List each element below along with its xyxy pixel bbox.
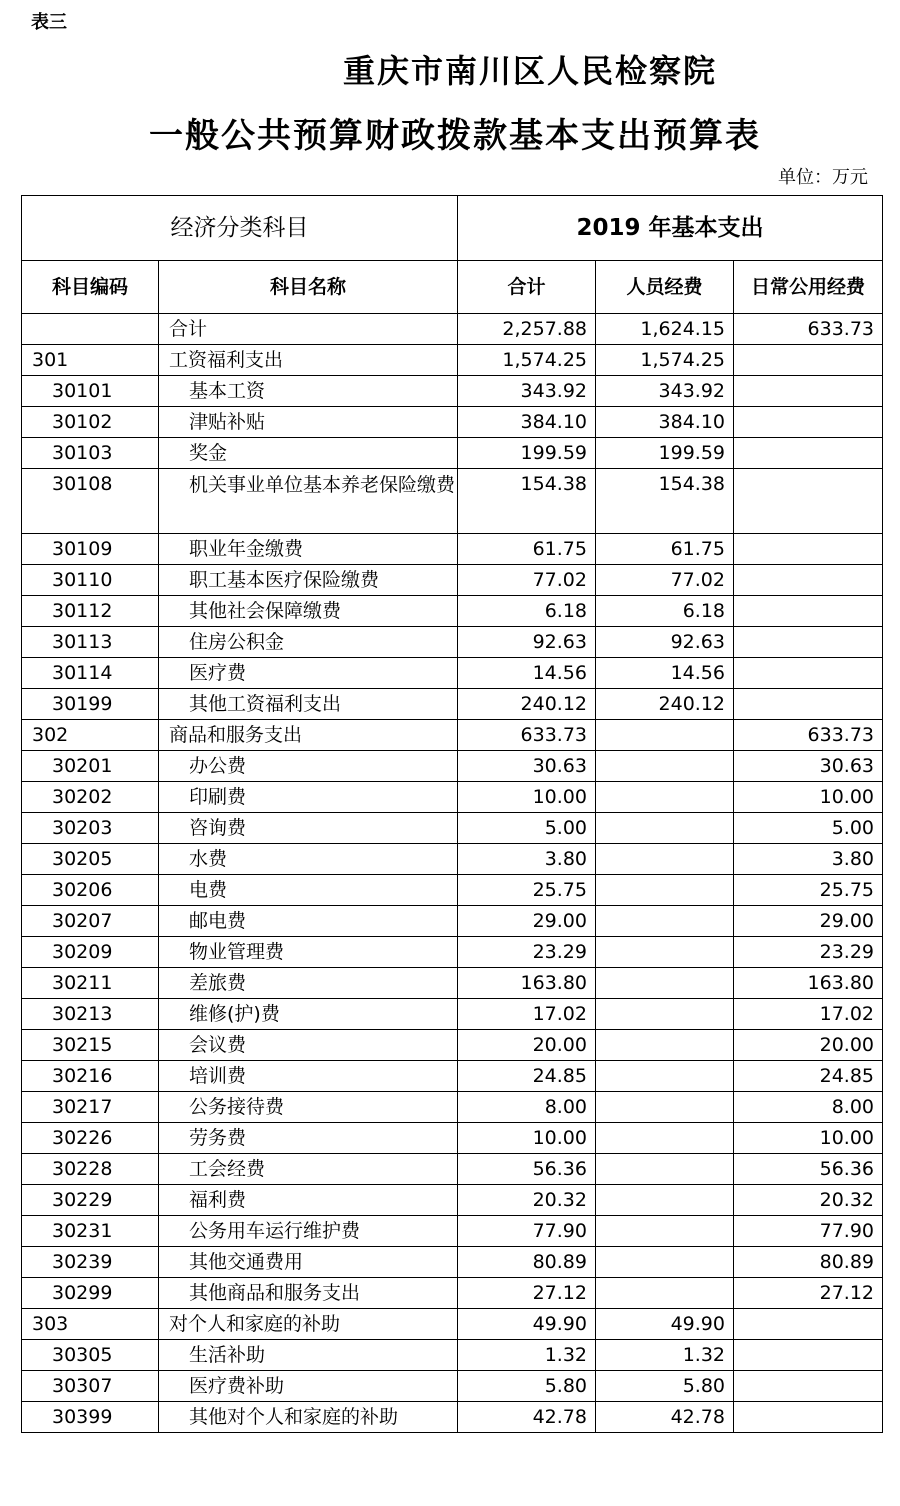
table-row [22,1154,883,1185]
row-name: 职业年金缴费 [159,534,458,565]
table-row [22,937,883,968]
row-public: 25.75 [734,875,883,906]
row-personnel: 343.92 [596,376,734,407]
row-total: 6.18 [458,596,596,627]
header-row-group [22,196,883,261]
row-code: 303 [22,1309,159,1340]
row-name: 合计 [159,314,458,345]
page-title: 重庆市南川区人民检察院 [342,52,717,90]
row-public [734,689,883,720]
row-name: 公务接待费 [159,1092,458,1123]
row-public [734,658,883,689]
row-code: 30217 [22,1092,159,1123]
row-name: 其他对个人和家庭的补助 [159,1402,458,1433]
row-code: 30199 [22,689,159,720]
row-code: 30202 [22,782,159,813]
row-public: 17.02 [734,999,883,1030]
row-personnel [596,1278,734,1309]
row-public: 30.63 [734,751,883,782]
table-row [22,1278,883,1309]
row-code: 30399 [22,1402,159,1433]
row-total: 77.02 [458,565,596,596]
row-public: 163.80 [734,968,883,999]
row-total: 30.63 [458,751,596,782]
row-name: 机关事业单位基本养老保险缴费 [159,469,458,534]
row-personnel: 77.02 [596,565,734,596]
row-personnel [596,1216,734,1247]
row-personnel: 1,624.15 [596,314,734,345]
row-total: 61.75 [458,534,596,565]
row-total: 49.90 [458,1309,596,1340]
table-row [22,720,883,751]
row-personnel: 1,574.25 [596,345,734,376]
row-personnel [596,1247,734,1278]
row-total: 1.32 [458,1340,596,1371]
budget-table [21,195,883,1433]
row-name: 咨询费 [159,813,458,844]
row-public: 29.00 [734,906,883,937]
row-name: 维修(护)费 [159,999,458,1030]
row-total: 384.10 [458,407,596,438]
row-total: 1,574.25 [458,345,596,376]
row-public: 10.00 [734,782,883,813]
row-personnel [596,720,734,751]
row-code: 30226 [22,1123,159,1154]
row-public [734,469,883,534]
row-personnel [596,999,734,1030]
row-name: 水费 [159,844,458,875]
row-total: 24.85 [458,1061,596,1092]
row-code: 30207 [22,906,159,937]
header-total: 合计 [458,261,596,314]
row-code: 30239 [22,1247,159,1278]
row-public: 80.89 [734,1247,883,1278]
row-code: 30110 [22,565,159,596]
row-personnel: 199.59 [596,438,734,469]
row-total: 92.63 [458,627,596,658]
row-code: 30109 [22,534,159,565]
row-name: 印刷费 [159,782,458,813]
row-personnel [596,751,734,782]
row-code: 30216 [22,1061,159,1092]
row-total: 20.00 [458,1030,596,1061]
table-row [22,534,883,565]
row-personnel: 240.12 [596,689,734,720]
row-personnel [596,782,734,813]
row-total: 3.80 [458,844,596,875]
row-public [734,1340,883,1371]
row-personnel: 6.18 [596,596,734,627]
row-total: 5.00 [458,813,596,844]
row-total: 5.80 [458,1371,596,1402]
row-public: 27.12 [734,1278,883,1309]
table-row [22,999,883,1030]
row-total: 77.90 [458,1216,596,1247]
row-personnel [596,906,734,937]
row-name: 其他工资福利支出 [159,689,458,720]
row-name: 培训费 [159,1061,458,1092]
row-name: 津贴补贴 [159,407,458,438]
table-row [22,658,883,689]
row-total: 25.75 [458,875,596,906]
row-personnel: 1.32 [596,1340,734,1371]
row-total: 154.38 [458,469,596,534]
row-name: 公务用车运行维护费 [159,1216,458,1247]
row-code: 301 [22,345,159,376]
row-code: 30108 [22,469,159,534]
row-public [734,438,883,469]
table-row [22,1216,883,1247]
table-row [22,345,883,376]
row-total: 163.80 [458,968,596,999]
table-row [22,407,883,438]
row-public [734,627,883,658]
table-row [22,1402,883,1433]
row-public: 24.85 [734,1061,883,1092]
row-personnel: 154.38 [596,469,734,534]
row-name: 邮电费 [159,906,458,937]
row-personnel: 14.56 [596,658,734,689]
row-name: 医疗费补助 [159,1371,458,1402]
row-code: 30307 [22,1371,159,1402]
table-row [22,469,883,534]
row-total: 10.00 [458,782,596,813]
header-code: 科目编码 [22,261,159,314]
row-total: 27.12 [458,1278,596,1309]
row-name: 物业管理费 [159,937,458,968]
row-personnel: 92.63 [596,627,734,658]
row-personnel [596,844,734,875]
row-code: 30113 [22,627,159,658]
table-row [22,751,883,782]
header-name: 科目名称 [159,261,458,314]
row-personnel [596,1123,734,1154]
row-personnel: 49.90 [596,1309,734,1340]
row-name: 医疗费 [159,658,458,689]
table-row [22,782,883,813]
row-public [734,1371,883,1402]
row-public: 23.29 [734,937,883,968]
table-row [22,1030,883,1061]
row-total: 23.29 [458,937,596,968]
row-total: 2,257.88 [458,314,596,345]
row-public: 3.80 [734,844,883,875]
row-public [734,1402,883,1433]
row-code: 30201 [22,751,159,782]
row-code: 30206 [22,875,159,906]
row-name: 对个人和家庭的补助 [159,1309,458,1340]
row-code: 30209 [22,937,159,968]
row-name: 基本工资 [159,376,458,407]
row-personnel [596,937,734,968]
row-name: 商品和服务支出 [159,720,458,751]
row-personnel: 42.78 [596,1402,734,1433]
table-row [22,1123,883,1154]
row-code: 30213 [22,999,159,1030]
row-name: 差旅费 [159,968,458,999]
table-row [22,1340,883,1371]
table-body [22,314,883,1433]
row-public: 20.00 [734,1030,883,1061]
row-code: 30211 [22,968,159,999]
row-name: 工会经费 [159,1154,458,1185]
row-total: 29.00 [458,906,596,937]
table-row [22,565,883,596]
row-personnel [596,1185,734,1216]
row-total: 10.00 [458,1123,596,1154]
row-personnel [596,875,734,906]
row-public [734,534,883,565]
row-total: 17.02 [458,999,596,1030]
row-personnel [596,1154,734,1185]
row-public [734,407,883,438]
header-personnel: 人员经费 [596,261,734,314]
table-row [22,1061,883,1092]
row-name: 其他交通费用 [159,1247,458,1278]
row-total: 42.78 [458,1402,596,1433]
row-code: 30103 [22,438,159,469]
row-name: 其他商品和服务支出 [159,1278,458,1309]
row-total: 8.00 [458,1092,596,1123]
table-row [22,1309,883,1340]
row-name: 其他社会保障缴费 [159,596,458,627]
row-personnel [596,1092,734,1123]
row-public [734,596,883,627]
row-code: 302 [22,720,159,751]
header-year-expense: 2019 年基本支出 [458,196,883,261]
row-personnel: 384.10 [596,407,734,438]
row-public [734,1309,883,1340]
row-total: 14.56 [458,658,596,689]
row-name: 会议费 [159,1030,458,1061]
row-code: 30228 [22,1154,159,1185]
row-public: 20.32 [734,1185,883,1216]
row-code: 30102 [22,407,159,438]
row-personnel [596,1030,734,1061]
row-public [734,565,883,596]
row-total: 240.12 [458,689,596,720]
table-tag: 表三 [31,12,67,33]
table-row [22,1185,883,1216]
table-row [22,906,883,937]
row-name: 劳务费 [159,1123,458,1154]
table-row [22,596,883,627]
row-public: 633.73 [734,720,883,751]
header-row-columns [22,261,883,314]
row-code: 30229 [22,1185,159,1216]
row-public: 5.00 [734,813,883,844]
row-code: 30101 [22,376,159,407]
row-code: 30215 [22,1030,159,1061]
header-public: 日常公用经费 [734,261,883,314]
row-public: 633.73 [734,314,883,345]
row-name: 办公费 [159,751,458,782]
row-public: 56.36 [734,1154,883,1185]
row-code: 30231 [22,1216,159,1247]
row-code [22,314,159,345]
row-total: 343.92 [458,376,596,407]
row-total: 56.36 [458,1154,596,1185]
row-name: 福利费 [159,1185,458,1216]
table-row [22,314,883,345]
table-row [22,875,883,906]
row-name: 生活补助 [159,1340,458,1371]
row-total: 20.32 [458,1185,596,1216]
table-row [22,844,883,875]
row-code: 30305 [22,1340,159,1371]
row-public [734,345,883,376]
unit-label: 单位：万元 [778,167,868,188]
table-row [22,813,883,844]
row-public: 77.90 [734,1216,883,1247]
row-code: 30299 [22,1278,159,1309]
table-row [22,438,883,469]
row-name: 职工基本医疗保险缴费 [159,565,458,596]
row-personnel [596,1061,734,1092]
row-personnel [596,968,734,999]
table-row [22,1371,883,1402]
row-public: 8.00 [734,1092,883,1123]
table-row [22,968,883,999]
row-code: 30112 [22,596,159,627]
page-subtitle: 一般公共预算财政拨款基本支出预算表 [149,116,761,156]
row-total: 633.73 [458,720,596,751]
row-public: 10.00 [734,1123,883,1154]
row-personnel: 61.75 [596,534,734,565]
row-total: 199.59 [458,438,596,469]
row-name: 奖金 [159,438,458,469]
table-row [22,689,883,720]
row-name: 电费 [159,875,458,906]
table-row [22,627,883,658]
row-code: 30114 [22,658,159,689]
row-code: 30203 [22,813,159,844]
table-row [22,376,883,407]
row-personnel: 5.80 [596,1371,734,1402]
row-name: 住房公积金 [159,627,458,658]
header-classification: 经济分类科目 [22,196,458,261]
row-name: 工资福利支出 [159,345,458,376]
row-code: 30205 [22,844,159,875]
row-total: 80.89 [458,1247,596,1278]
table-row [22,1092,883,1123]
row-personnel [596,813,734,844]
row-public [734,376,883,407]
table-row [22,1247,883,1278]
